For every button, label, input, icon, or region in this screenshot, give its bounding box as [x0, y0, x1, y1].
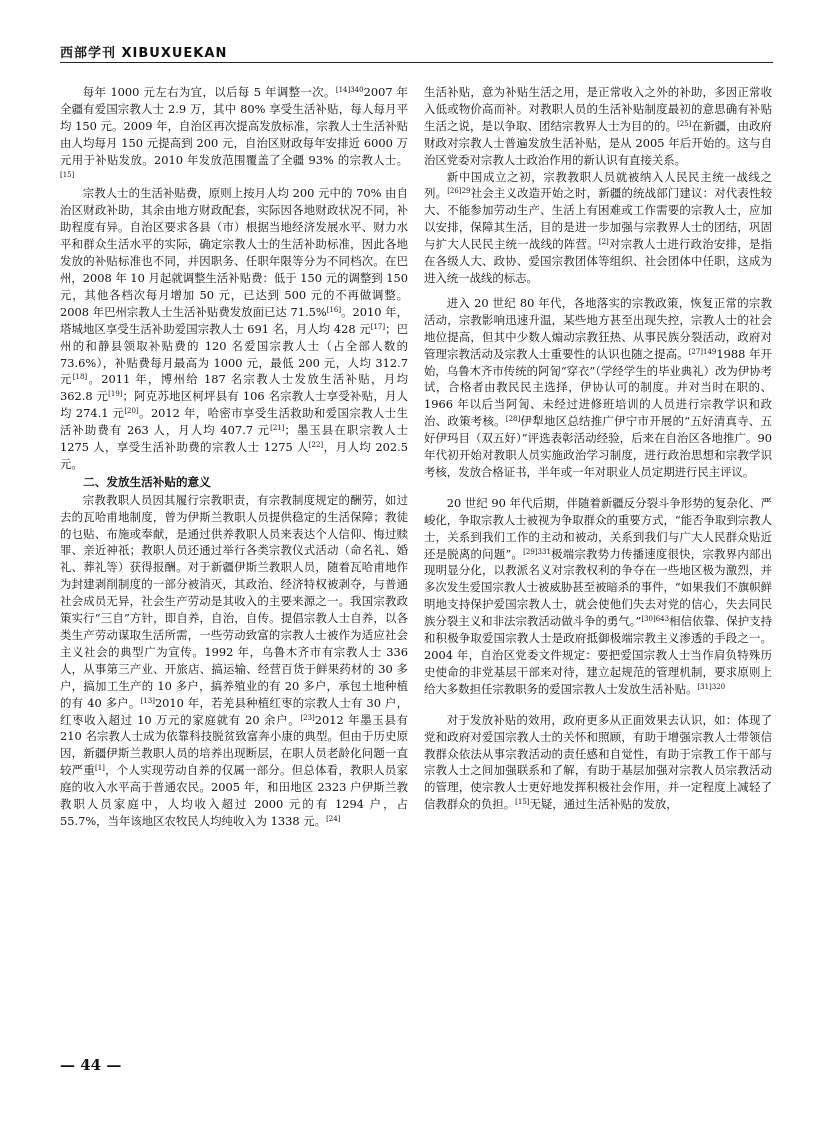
citation-ref: [19] [108, 390, 123, 399]
citation-ref: [17] [370, 322, 386, 331]
paragraph-text: ；巴州的和静县领取补贴费的 120 名爱国宗教人士（占全部人数的 73.6%），补贴费每月最高为 1000 元，最低 200 元，人均 312.7 元 [60, 321, 408, 387]
citation-ref: [27]149 [688, 347, 717, 356]
body-paragraph [60, 492, 408, 830]
citation-ref: [31]320 [697, 682, 726, 691]
paragraph-text: 社会主义改造开始之时，新疆的统战部门建议：对代表性较大、不能参加劳动生产、生活上有困难或工作需要的宗教人士，应加以安排，保障其生活，目的是进一步加强与宗教界人士的团结，巩固与扩大人民民主统一战线的阵营。 [424, 186, 772, 252]
paragraph-text: 宗教人士的生活补贴费，原则上按月人均 200 元中的 70% 由自治区财政补助，其余由地方财政配套，实际因各地财政状况不同，补助程度有异。自治区要求各县（市）根据当地经济发展水平、财力水平和群众生活水平的实际，确定宗教人士的生活补助标准，因此各地发放的补贴标准也不同，并因职务、任职年限等分为不同档次。在巴州，2008 年 10 月起就调整生活补贴费：低于 150 元的调整到 150 元，其他各档次每月增加 50 元，已达到 500 元的不再做调整。2008 年巴州宗教人士生活补贴费发放面已达 71.5% [60, 186, 408, 319]
citation-ref: [28] [505, 415, 521, 424]
paragraph-text: 每年 1000 元左右为宜，以后每 5 年调整一次。 [82, 85, 336, 99]
paragraph-text: 2012 年墨玉县有 210 名宗教人士成为依靠科技脱贫致富奔小康的典型。但由于历史原因，新疆伊斯兰教职人员的培养出现断层，在职人员老龄化问题一直较严重 [60, 712, 408, 778]
body-paragraph [424, 169, 772, 287]
body-paragraph [60, 185, 408, 472]
citation-ref: [2] [598, 238, 609, 247]
citation-ref: [26]29 [447, 187, 471, 196]
citation-ref: [15] [515, 798, 530, 807]
paragraph-text: 新中国成立之初，宗教教职人员就被纳入人民民主统一战线之列。 [424, 169, 772, 201]
journal-name: 西部学刊 XIBUXUEKAN [60, 46, 228, 61]
paragraph-text: 对于发放补贴的效用，政府更多从正面效果去认识，如：体现了党和政府对爱国宗教人士的关怀和照顾，有助于增强宗教人士带领信教群众依法从事宗教活动的责任感和自觉性，有助于宗教工作干部与宗教人士之间加强联系和了解，有助于基层加强对宗教人员宗教活动的管理，使宗教人士更好地发挥积极社会作用，并一定程度上减轻了信教群众的负担。 [424, 712, 772, 812]
body-paragraph [60, 84, 408, 185]
citation-ref: [15] [60, 170, 75, 179]
paragraph-text: 生活补贴，意为补贴生活之用，是正常收入之外的补助，多因正常收入低或物价高而补。对教职人员的生活补贴制度最初的意思确有补贴生活之说，是以争取、团结宗教界人士为目的的。 [424, 85, 772, 133]
paragraph-text: ；阿克苏地区柯坪县有 106 名宗教人士享受补贴，月人均 274.1 元 [60, 389, 409, 421]
running-header [60, 40, 773, 63]
paragraph-text: ，月人均 202.5 元。 [60, 440, 408, 471]
section-heading: 二、发放生活补贴的意义 [83, 474, 211, 489]
paragraph-text: 。2012 年，哈密市享受生活救助和爱国宗教人士生活补助费有 263 人，月人均 407.7 元 [60, 406, 408, 438]
body-paragraph [424, 295, 772, 481]
citation-ref: [14]340 [335, 86, 364, 94]
paragraph-text: 。2010 年，塔城地区享受生活补助爱国宗教人士 691 名，月人均 428 元 [60, 304, 408, 336]
paragraph-text: 对宗教人士进行政治安排，是指在各级人大、政协、爱国宗教团体等组织、社会团体中任职，这成为进入统一战线的标志。 [424, 237, 772, 285]
citation-ref: [25] [677, 119, 692, 128]
paragraph-text: ；墨玉县在职宗教人士 1275 人，享受生活补助费的宗教人士 1275 人 [60, 423, 408, 455]
paragraph-text: 在新疆，由政府财政对宗教人士普遍发放生活补贴，是从 2005 年后开始的。这与自治区党委对宗教人士政治作用的新认识有直接关系。 [424, 118, 772, 167]
citation-ref: [21] [270, 424, 285, 433]
left-column [60, 84, 408, 830]
citation-ref: [13] [140, 696, 155, 705]
citation-ref: [29]331 [523, 547, 551, 556]
paragraph-text: 极端宗教势力传播速度很快，宗教界内部出现明显分化，以教派名义对宗教权利的争夺在一些地区极为激烈，并多次发生爱国宗教人士被威胁甚至被暗杀的事件，“如果我们不旗帜鲜明地支持保护爱国宗教人士，就会使他们失去对党的信心，失去同民族分裂主义和非法宗教活动做斗争的勇气。” [424, 546, 772, 629]
citation-ref: [18] [72, 373, 88, 382]
paragraph-text: 伊犁地区总结推广伊宁市开展的“五好清真寺、五好伊玛目（双五好）”评选表彰活动经验，后来在自治区各地推广。90 年代初开始对教职人员实施政治学习制度，进行政治思想和宗教学识考核，发放合格证书，半年或一年对职业人员定期进行民主评议。 [424, 414, 772, 479]
paragraph-text: 相信依靠、保护支持和积极争取爱国宗教人士是政府抵御极端宗教主义渗透的手段之一。2004 年，自治区党委文件规定：要把爱国宗教人士当作肩负特殊历史使命的非党基层干部来对待，建立起规范的管理机制，要求原则上给大多数担任宗教职务的爱国宗教人士发放生活补贴。 [424, 614, 772, 696]
citation-ref: [20] [124, 407, 139, 416]
paragraph-text: 宗教教职人员因其履行宗教职责，有宗教制度规定的酬劳，如过去的瓦哈甫地制度，曾为伊斯兰教职人员提供稳定的生活保障；教徒的乜贴、布施或奉献，是通过供养教职人员来表达个人信仰、悔过赎罪、亲近神祇；教职人员还通过举行各类宗教仪式活动（命名礼、婚礼、葬礼等）获得报酬。对于新疆伊斯兰教职人员，随着瓦哈甫地作为封建剥削制度的一部分被消灭，其政治、经济特权被剥夺，与普通社会成员无异，社会生产劳动是其收入的主要来源之一。我国宗教政策实行“三自”方针，即自养，自治，自传。提倡宗教人士自养，以各类生产劳动谋取生活所需，一些劳动致富的宗教人士被作为适应社会主义社会的典型广为宣传。1992 年，乌鲁木齐市有宗教人士 336 人，从事第三产业、开旅店、搞运输、经营百货于鲜果药材的 30 多户，搞加工生产的 10 多户，搞养殖业的有 20 多户，承包土地种植的有 40 多户。 [60, 492, 408, 710]
paragraph-text: 。2011 年，博州给 187 名宗教人士发放生活补贴，月均 362.8 元 [60, 372, 408, 404]
paragraph-text: 进入 20 世纪 80 年代，各地落实的宗教政策，恢复正常的宗教活动，宗教影响迅速升温，某些地方甚至出现失控，宗教人士的社会地位提高，但其中少数人煽动宗教狂热、从事民族分裂活动，政府对管理宗教活动及宗教人士重要性的认识也随之提高。 [424, 295, 772, 361]
body-paragraph [424, 495, 772, 698]
citation-ref: [24] [326, 814, 341, 823]
citation-ref: [30]643 [641, 615, 670, 624]
right-column [424, 84, 772, 813]
paragraph-text: 20 世纪 90 年代后期，伴随着新疆反分裂斗争形势的复杂化、严峻化，争取宗教人士被视为争取群众的重要方式，“能否争取到宗教人士，关系到我们工作的主动和被动，关系到我们与广大人民群众贴近还是脱离的问题”。 [424, 495, 772, 561]
page-number: — 44 — [60, 1056, 122, 1074]
body-paragraph [424, 84, 772, 169]
citation-ref: [23] [300, 713, 315, 722]
paragraph-text: ，个人实现劳动自养的仅属一部分。但总体看，教职人员家庭的收入水平高于普通农民。2005 年，和田地区 2323 户伊斯兰教教职人员家庭中，人均收入超过 2000 元的有 1294 户，占 55.7%，当年该地区农牧民人均纯收入为 1338 元。 [60, 763, 408, 828]
paragraph-text: 2007 年全疆有爱国宗教人士 2.9 万，其中 80% 享受生活补贴，每人每月平均 150 元。2009 年，自治区再次提高发放标准，宗教人士生活补贴由人均每月 150 元提高到 200 元，自治区财政每年安排近 6000 万元用于补贴发放。2010 年发放范围覆盖了全疆 93% 的宗教人士。 [60, 85, 408, 167]
paragraph-text: 1988 年开始，乌鲁木齐市传统的阿訇“穿衣”（学经学生的毕业典礼）改为伊协考试，合格者由教民民主选择，伊协认可的制度。并对当时在职的、1966 年以后当阿訇、未经过进修班培训的人员进行宗教学识和政治、政策考核。 [424, 346, 772, 429]
paragraph-text: 2010 年，若羌县种植红枣的宗教人士有 30 户，红枣收入超过 10 万元的家庭就有 20 余户。 [60, 695, 408, 727]
citation-ref: [1] [94, 764, 105, 773]
paragraph-text: 无疑，通过生活补贴的发放， [529, 797, 678, 812]
citation-ref: [22] [308, 441, 324, 450]
body-paragraph [424, 712, 772, 813]
citation-ref: [16] [326, 305, 342, 314]
